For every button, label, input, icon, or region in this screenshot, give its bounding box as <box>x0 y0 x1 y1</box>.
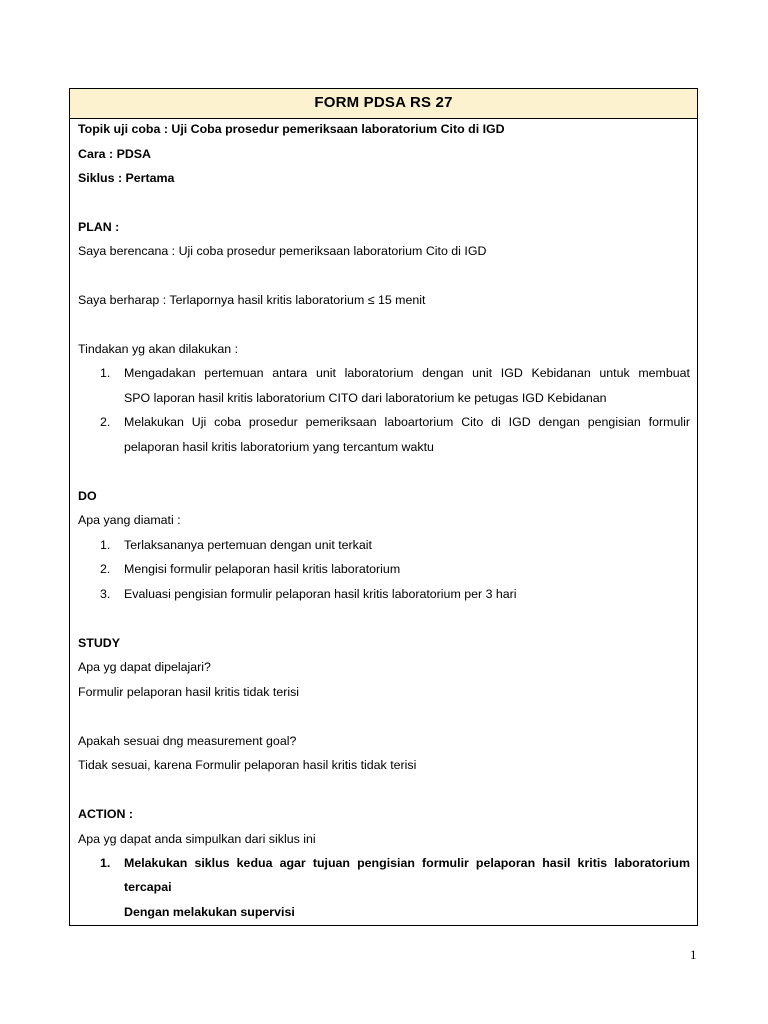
do-item-3-number: 3. <box>100 587 111 601</box>
action-item-1-line1: Melakukan siklus kedua agar tujuan pengisian formulir pelaporan hasil kritis laboratorium <box>124 856 690 870</box>
plan-item-1-line2: SPO laporan hasil kritis laboratorium CITO dari laboratorium ke petugas IGD Kebidanan <box>124 391 607 405</box>
do-item-1-number: 1. <box>100 538 111 552</box>
study-question-2: Apakah sesuai dng measurement goal? <box>78 734 297 748</box>
cara-line: Cara : PDSA <box>78 147 151 161</box>
plan-item-2-number: 2. <box>100 415 111 429</box>
form-title: FORM PDSA RS 27 <box>70 89 697 119</box>
plan-item-2-line2: pelaporan hasil kritis laboratorium yang tercantum waktu <box>124 440 434 454</box>
plan-harapan: Saya berharap : Terlapornya hasil kritis laboratorium ≤ 15 menit <box>78 293 426 307</box>
do-diamati-label: Apa yang diamati : <box>78 513 181 527</box>
topik-line: Topik uji coba : Uji Coba prosedur pemeriksaan laboratorium Cito di IGD <box>78 122 505 136</box>
do-item-3-text: Evaluasi pengisian formulir pelaporan hasil kritis laboratorium per 3 hari <box>124 587 517 601</box>
do-heading: DO <box>78 489 97 503</box>
study-question-1: Apa yg dapat dipelajari? <box>78 660 211 674</box>
action-question: Apa yg dapat anda simpulkan dari siklus ini <box>78 832 316 846</box>
plan-item-1-line1: Mengadakan pertemuan antara unit laboratorium dengan unit IGD Kebidanan untuk membuat <box>124 366 690 380</box>
study-heading: STUDY <box>78 636 120 650</box>
do-item-1-text: Terlaksananya pertemuan dengan unit terkait <box>124 538 372 552</box>
action-item-1-number: 1. <box>100 856 111 870</box>
page-number: 1 <box>690 947 697 962</box>
study-answer-1: Formulir pelaporan hasil kritis tidak terisi <box>78 685 300 699</box>
siklus-line: Siklus : Pertama <box>78 171 175 185</box>
plan-tindakan-label: Tindakan yg akan dilakukan : <box>78 342 239 356</box>
action-item-1-line3: Dengan melakukan supervisi <box>124 905 295 919</box>
pdsa-form <box>69 88 698 926</box>
plan-item-2-line1: Melakukan Uji coba prosedur pemeriksaan laboartorium Cito di IGD dengan pengisian formulir <box>124 415 690 429</box>
plan-heading: PLAN : <box>78 220 120 234</box>
do-item-2-number: 2. <box>100 562 111 576</box>
plan-item-1-number: 1. <box>100 366 111 380</box>
study-answer-2: Tidak sesuai, karena Formulir pelaporan hasil kritis tidak terisi <box>78 758 417 772</box>
plan-rencana: Saya berencana : Uji coba prosedur pemeriksaan laboratorium Cito di IGD <box>78 244 487 258</box>
action-item-1-line2: tercapai <box>124 880 172 894</box>
action-heading: ACTION : <box>78 807 134 821</box>
do-item-2-text: Mengisi formulir pelaporan hasil kritis laboratorium <box>124 562 401 576</box>
